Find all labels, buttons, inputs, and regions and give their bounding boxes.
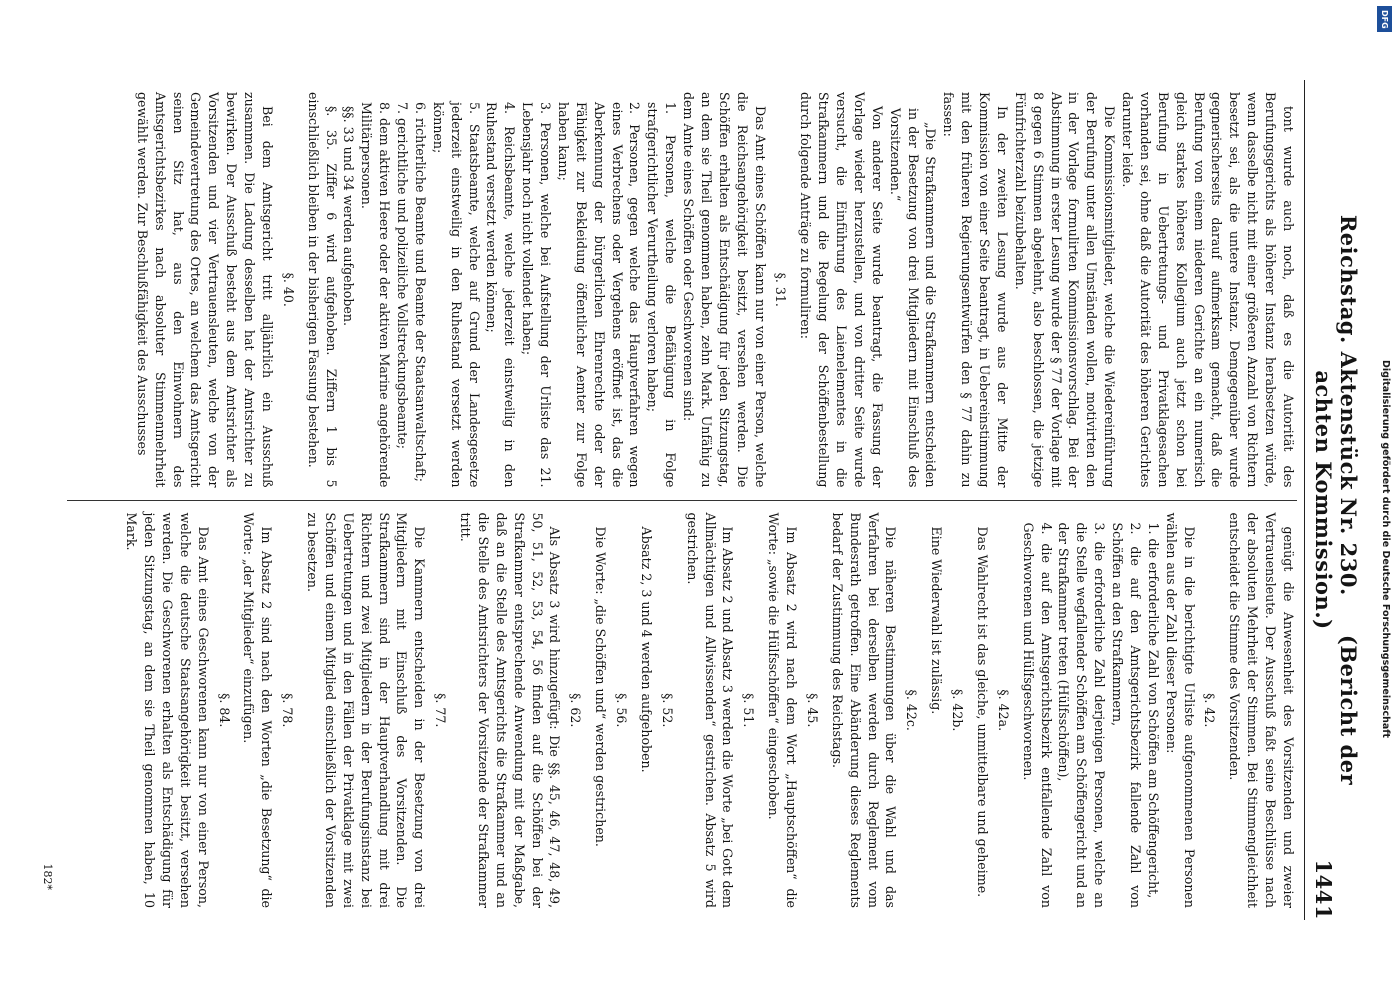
list-item: 4. die auf den Amtsgerichtsbezirk entfallende Zahl von Geschworenen und Hülfsgeschworenen. xyxy=(1020,522,1054,908)
paragraph: Als Absatz 3 wird hinzugefügt: Die §§. 45, 46, 47, 48, 49, 50, 51, 52, 53, 54, 56 finden auf die Schöffen bei der Strafkammer entsprechende Anwendung mit der Maßgabe, daß an die Stelle des Amtsgerichts die Strafkammer und an die Stelle des Amtsrichters der Vorsitzende der Strafkammer tritt. xyxy=(457,512,562,908)
header-center-title: (Bericht der achten Kommission.) xyxy=(1310,370,1361,786)
paragraph: Das Amt eines Geschworenen kann nur von einer Person, welche die deutsche Staatsangehörigkeit besitzt, versehen werden. Die Geschworenen erhalten als Entschädigung für jeden Sitzungstag, an dem sie Theil genommen haben, 10 Mark. xyxy=(123,512,211,908)
section-heading: §. 56. xyxy=(613,693,629,728)
section-heading: §. 51. xyxy=(740,693,756,728)
list-item: 4. Reichsbeamte, welche jederzeit einstweilig in den Ruhestand versetzt werden können; xyxy=(484,102,517,488)
page-header xyxy=(1304,80,1361,920)
section-heading: §. 40. xyxy=(280,272,296,307)
paragraph: Absatz 2, 3 und 4 werden aufgehoben. xyxy=(638,526,654,773)
section-heading: §. 78. xyxy=(279,693,295,728)
list-item: 2. Personen, gegen welche das Hauptverfahren wegen eines Verbrechens oder Vergehens eröffnet ist, das die Aberkennung der bürgerlichen Ehrenrechte oder der Fähigkeit zur Bekleidung öffentlicher Aemter zur Folge haben kann; xyxy=(555,102,642,488)
paragraph: §§. 33 und 34 werden aufgehoben. xyxy=(341,106,356,326)
paragraph: Die Kommissionsmitglieder, welche die Wiedereinführung der Berufung unter allen Umständen wollen, motivirten den in der Vorlage formulirten Kommissionsvorschlag. Bei der Abstimmung in erster Lesung wurde der § 77 der Vorlage mit 8 gegen 6 Stimmen abgelehnt, also beschlossen, die jetzige Fünfrichterzahl beizubehalten. xyxy=(1012,92,1117,488)
section-heading: §. 42. xyxy=(1202,693,1217,728)
right-column xyxy=(67,501,1297,921)
paragraph: Die in die berichtigte Urliste aufgenommenen Personen wählen aus der Zahl dieser Personen: xyxy=(1163,512,1197,908)
digitization-credit: Digitalisierung gefördert durch die Deutsche Forschungsgemeinschaft xyxy=(1380,360,1391,738)
paragraph: Das Amt eines Schöffen kann nur von einer Person, welche die Reichsangehörigkeit besitzt, versehen werden. Die Schöffen erhalten als Entschädigung für jeden Sitzungstag, an dem sie Theil genommen haben, zehn Mark. Unfähig zu dem Amte eines Schöffen oder Geschworenen sind: xyxy=(680,92,768,488)
section-heading: §. 42b. xyxy=(949,689,965,732)
section-heading: §. 31. xyxy=(773,272,788,307)
section-heading: §. 84. xyxy=(216,693,232,728)
header-title xyxy=(1311,170,1361,830)
signature-mark: 182* xyxy=(40,863,54,890)
paragraph: tont wurde auch noch, daß es die Autorität des Berufungsgerichts als höherer Instanz herabsetzen würde, wenn dasselbe nicht mit einer größeren Anzahl von Richtern besetzt sei, als die untere Instanz. Demgegenüber wurde gegnerischerseits darauf aufmerksam gemacht, daß die Berufung von einem niederen Gerichte an ein numerisch gleich starkes höheres Kollegium auch jetzt schon bei Berufung in Uebertretungs- und Privatklagesachen vorhanden sei, ohne daß die Autorität des höheren Gerichtes darunter leide. xyxy=(1119,92,1296,488)
header-left-title: Reichstag. Aktenstück Nr. 230. xyxy=(1335,214,1361,596)
digitization-strip xyxy=(1375,0,1395,1000)
paragraph: Im Absatz 2 sind nach den Worten „die Besetzung“ die Worte: „der Mitglieder“ einzufügen. xyxy=(241,512,274,908)
list-item: 1. Personen, welche die Befähigung in Folge strafgerichtlicher Verurtheilung verloren haben; xyxy=(644,102,678,488)
list-item: 5. Staatsbeamte, welche auf Grund der Landesgesetze jederzeit einstweilig in den Ruhestand versetzt werden können; xyxy=(430,102,482,488)
paragraph: Im Absatz 2 wird nach dem Wort „Hauptschöffen“ die Worte: „sowie die Hülfsschöffen“ eingeschoben. xyxy=(765,512,799,908)
list-item: 8. dem aktiven Heere oder der aktiven Marine angehörende Militärpersonen. xyxy=(358,102,392,488)
list xyxy=(357,92,679,488)
quoted-paragraph: „Die Strafkammern und die Strafkammern entscheiden in der Besetzung von drei Mitgliedern mit Einschluß des Vorsitzenden.“ xyxy=(887,108,938,488)
list-item: 2. die auf den Amtsgerichtsbezirk fallende Zahl von Schöffen an den Strafkammern, xyxy=(1109,522,1143,908)
list-item: 6. richterliche Beamte und Beamte der Staatsanwaltschaft; xyxy=(412,102,428,482)
section-heading: §. 42a. xyxy=(995,689,1011,732)
paragraph: In der zweiten Lesung wurde aus der Mitte der Kommission von einer Seite beantragt, in Uebereinstimmung mit den früheren Regierungsentwürfen den § 77 dahin zu fassen: xyxy=(940,92,1010,488)
section-heading: §. 42c. xyxy=(903,689,919,731)
page-number: 1441 xyxy=(1310,859,1336,920)
scanned-page xyxy=(39,40,1359,960)
paragraph: genügt die Anwesenheit des Vorsitzenden und zweier Vertrauensleute. Der Ausschuß faßt seine Beschlüsse nach der absoluten Mehrheit der Stimmen. Bei Stimmengleichheit entscheidet die Stimme des Vorsitzenden. xyxy=(1226,512,1296,908)
paragraph: Die Kammern entscheiden in der Besetzung von drei Mitgliedern mit Einschluß des Vorsitzenden. Die Strafkammern sind in der Hauptverhandlung mit drei Richtern und zwei Mitgliedern in der Berufungsinstanz bei Uebertretungen und in den Fällen der Privatklage mit zwei Schöffen und einem Mitglied einschließlich der Vorsitzenden zu besetzen. xyxy=(304,512,427,908)
list-item: 3. die erforderliche Zahl derjenigen Personen, welche an die Stelle wegfallender Schöffen am Schöffengericht und an der Strafkammer treten (Hülfsschöffen), xyxy=(1056,522,1107,908)
left-column xyxy=(67,80,1297,500)
list-item: 7. gerichtliche und polizeiliche Vollstreckungsbeamte; xyxy=(394,102,410,449)
section-heading: §. 45. xyxy=(804,693,820,728)
paragraph: Die näheren Bestimmungen über die Wahl und das Verfahren bei derselben werden durch Reglement vom Bundesrath getroffen. Eine Abänderung dieses Reglements bedarf der Zustimmung des Reichstags. xyxy=(829,512,898,908)
paragraph: §. 35. Ziffer 6 wird aufgehoben. Ziffern 1 bis 5 einschließlich bleiben in der bisherigen Fassung bestehen. xyxy=(305,92,339,488)
text-columns xyxy=(67,80,1297,920)
section-heading: §. 77. xyxy=(432,693,448,728)
section-heading: §. 52. xyxy=(659,693,675,728)
paragraph: Die Worte: „die Schöffen und“ werden gestrichen. xyxy=(592,526,608,847)
paragraph: Bei dem Amtsgericht tritt alljährlich ein Ausschuß zusammen. Die Ladung desselben hat der Amtsrichter zu bewirken. Der Ausschuß besteht aus dem Amtsrichter als Vorsitzenden und vier Vertrauensleuten, welche von der Gemeindevertretung des Ortes, an welchem das Amtsgericht seinen Sitz hat, aus den Einwohnern des Amtsgerichtsbezirkes nach absoluter Stimmenmehrheit gewählt werden. Zur Beschlußfähigkeit des Ausschusses xyxy=(134,92,275,488)
paragraph: Von anderer Seite wurde beantragt, die Fassung der Vorlage wieder herzustellen, und von dritter Seite wurde versucht, die Einführung des Laienelementes in die Strafkammern und die Regelung der Schöffenbestellung durch folgende Anträge zu formuliren: xyxy=(797,92,885,488)
paragraph: Eine Wiederwahl ist zulässig. xyxy=(928,526,944,715)
dfg-logo: DFG xyxy=(1377,6,1392,32)
list-item: 1. die erforderliche Zahl von Schöffen am Schöffengericht, xyxy=(1145,522,1161,899)
list-item: 3. Personen, welche bei Aufstellung der Urliste das 21. Lebensjahr noch nicht vollendet haben; xyxy=(519,102,553,488)
paragraph: Im Absatz 2 und Absatz 3 werden die Worte „bei Gott dem Allmächtigen und Allwissenden“ gestrichen. Absatz 5 wird gestrichen. xyxy=(684,512,735,908)
section-heading: §. 62. xyxy=(567,693,583,728)
list xyxy=(1018,513,1161,909)
paragraph: Das Wahlrecht ist das gleiche, unmittelbare und geheime. xyxy=(974,526,990,898)
